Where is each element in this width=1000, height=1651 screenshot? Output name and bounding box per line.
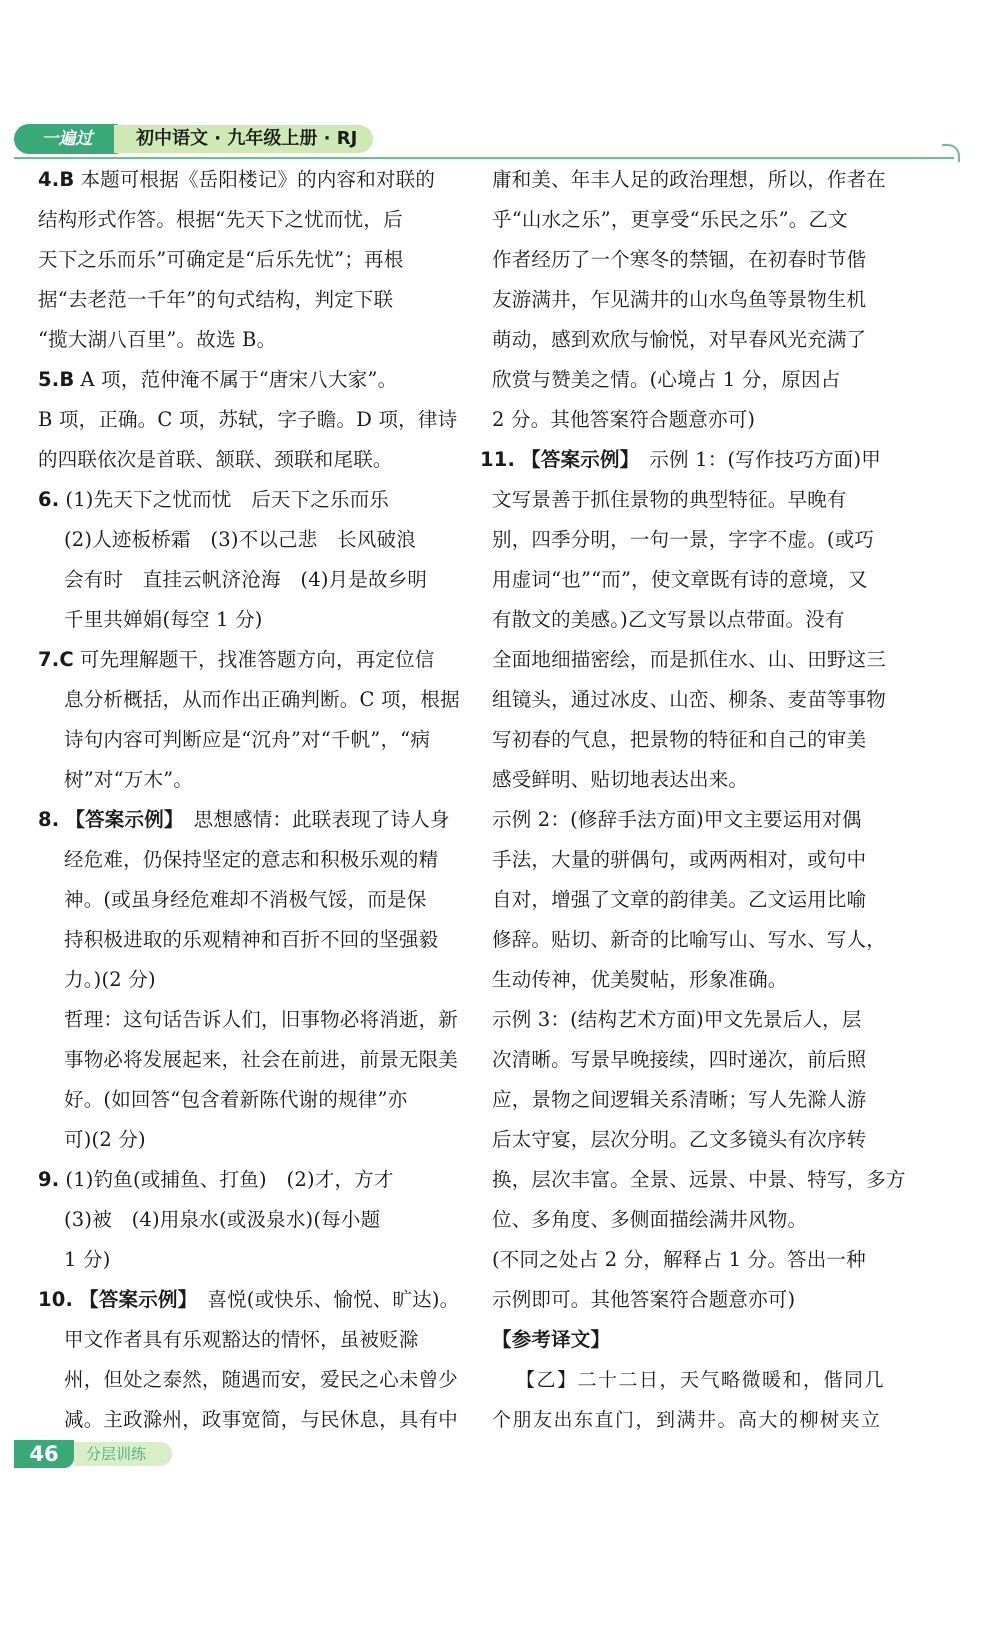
reference-heading: 【参考译文】 xyxy=(492,1328,611,1351)
text-line xyxy=(492,200,912,240)
book-title: 初中语文 · 九年级上册 · RJ xyxy=(114,125,373,153)
question-number: 11. xyxy=(480,448,516,471)
line-text: 手法，大量的骈偶句，或两两相对，或句中 xyxy=(492,848,867,871)
text-line xyxy=(38,320,468,360)
line-text: 州，但处之泰然，随遇而安，爱民之心未曾少 xyxy=(64,1368,459,1391)
line-text: 有散文的美感。)乙文写景以点带面。没有 xyxy=(492,608,845,631)
text-line xyxy=(492,640,912,680)
line-text: 示例 3：(结构艺术方面)甲文先景后人，层 xyxy=(492,1008,862,1031)
line-text: 1 分) xyxy=(64,1248,111,1271)
line-text: 萌动，感到欢欣与愉悦，对早春风光充满了 xyxy=(492,328,867,351)
line-text: (不同之处占 2 分，解释占 1 分。答出一种 xyxy=(492,1248,866,1271)
line-text: 好。(如回答“包含着新陈代谢的规律”亦 xyxy=(64,1088,408,1111)
line-text: 示例 2：(修辞手法方面)甲文主要运用对偶 xyxy=(492,808,862,831)
line-text: 事物必将发展起来，社会在前进，前景无限美 xyxy=(64,1048,459,1071)
line-text: 后太守宴，层次分明。乙文多镜头有次序转 xyxy=(492,1128,867,1151)
text-line xyxy=(492,320,912,360)
line-text: 喜悦(或快乐、愉悦、旷达)。 xyxy=(207,1288,460,1311)
line-text: 甲文作者具有乐观豁达的情怀，虽被贬滁 xyxy=(64,1328,419,1351)
line-text: 作者经历了一个寒冬的禁锢，在初春时节偕 xyxy=(492,248,867,271)
text-line xyxy=(492,920,912,960)
line-text: (2)人迹板桥霜 (3)不以己悲 长风破浪 xyxy=(64,528,416,551)
line-text: 神。(或虽身经危难却不消极气馁，而是保 xyxy=(64,888,427,911)
text-line xyxy=(38,1400,468,1440)
page-number: 46 xyxy=(14,1440,74,1468)
line-text: 会有时 直挂云帆济沧海 (4)月是故乡明 xyxy=(64,568,428,591)
text-line xyxy=(38,1360,468,1400)
line-text: 生动传神，优美熨帖，形象准确。 xyxy=(492,968,788,991)
line-text: 示例 1：(写作技巧方面)甲 xyxy=(649,448,881,471)
text-line xyxy=(38,1080,468,1120)
line-text: 写初春的气息，把景物的特征和自己的审美 xyxy=(492,728,867,751)
line-text: 据“去老范一千年”的句式结构，判定下联 xyxy=(38,288,394,311)
text-line xyxy=(492,1120,912,1160)
text-line xyxy=(492,1200,912,1240)
line-text: 组镜头，通过冰皮、山峦、柳条、麦苗等事物 xyxy=(492,688,887,711)
line-text: 2 分。其他答案符合题意亦可) xyxy=(492,408,756,431)
line-text: 友游满井，乍见满井的山水鸟鱼等景物生机 xyxy=(492,288,867,311)
line-text: 修辞。贴切、新奇的比喻写山、写水、写人， xyxy=(492,928,887,951)
question-number: 6. xyxy=(38,488,60,511)
text-line xyxy=(38,280,468,320)
line-text: 用虚词“也”“而”，使文章既有诗的意境，又 xyxy=(492,568,868,591)
text-line xyxy=(38,1320,468,1360)
text-line xyxy=(492,360,912,400)
line-text: 【乙】二十二日，天气略微暖和，偕同几 xyxy=(516,1369,886,1391)
line-text: 个朋友出东直门，到满井。高大的柳树夹立 xyxy=(492,1409,882,1431)
question-number: 9. xyxy=(38,1168,60,1191)
line-text: 位、多角度、多侧面描绘满井风物。 xyxy=(492,1208,808,1231)
text-line xyxy=(38,600,468,640)
line-text: 感受鲜明、贴切地表达出来。 xyxy=(492,768,749,791)
line-text: 经危难，仍保持坚定的意志和积极乐观的精 xyxy=(64,848,439,871)
text-line xyxy=(492,1160,912,1200)
text-line xyxy=(38,560,468,600)
text-line xyxy=(492,1040,912,1080)
line-text: 应，景物之间逻辑关系清晰；写人先滁人游 xyxy=(492,1088,867,1111)
answer-tag: 【答案示例】 xyxy=(521,448,640,471)
text-line xyxy=(492,1320,912,1360)
line-text: 文写景善于抓住景物的典型特征。早晚有 xyxy=(492,488,847,511)
line-text: 持积极进取的乐观精神和百折不回的坚强毅 xyxy=(64,928,439,951)
text-line xyxy=(492,280,912,320)
line-text: 自对，增强了文章的韵律美。乙文运用比喻 xyxy=(492,888,867,911)
text-line xyxy=(38,960,468,1000)
text-line xyxy=(38,200,468,240)
text-line xyxy=(492,560,912,600)
text-line xyxy=(492,760,912,800)
header-divider xyxy=(14,157,954,159)
text-line xyxy=(38,1160,468,1200)
line-text: (3)被 (4)用泉水(或汲泉水)(每小题 xyxy=(64,1208,381,1231)
text-line xyxy=(492,400,912,440)
text-line xyxy=(38,640,468,680)
text-line xyxy=(492,800,912,840)
text-line xyxy=(492,600,912,640)
page-header xyxy=(14,124,960,160)
page-footer xyxy=(14,1440,234,1470)
line-text: 千里共婵娟(每空 1 分) xyxy=(64,608,263,631)
line-text: 天下之乐而乐”可确定是“后乐先忧”；再根 xyxy=(38,248,404,271)
left-column xyxy=(38,160,468,1440)
line-text: A 项，范仲淹不属于“唐宋八大家”。 xyxy=(80,368,398,391)
text-line xyxy=(492,480,912,520)
line-text: 减。主政滁州，政事宽简，与民休息，具有中 xyxy=(64,1408,459,1431)
line-text: 息分析概括，从而作出正确判断。C 项，根据 xyxy=(64,688,460,711)
text-line xyxy=(38,400,468,440)
text-line xyxy=(492,520,912,560)
line-text: 思想感情：此联表现了诗人身 xyxy=(193,808,450,831)
text-line xyxy=(38,520,468,560)
line-text: 诗句内容可判断应是“沉舟”对“千帆”，“病 xyxy=(64,728,431,751)
line-text: (1)钓鱼(或捕鱼、打鱼) (2)才，方才 xyxy=(65,1168,394,1191)
text-line xyxy=(492,160,912,200)
text-line xyxy=(38,360,468,400)
text-line xyxy=(38,720,468,760)
header-corner xyxy=(942,144,960,162)
text-line xyxy=(492,840,912,880)
line-text: 可)(2 分) xyxy=(64,1128,146,1151)
line-text: 哲理：这句话告诉人们，旧事物必将消逝，新 xyxy=(64,1008,459,1031)
text-line xyxy=(480,440,912,480)
line-text: 欣赏与赞美之情。(心境占 1 分，原因占 xyxy=(492,368,841,391)
text-line xyxy=(492,1240,912,1280)
text-line xyxy=(38,760,468,800)
line-text: 可先理解题干，找准答题方向，再定位信 xyxy=(79,648,435,671)
text-line xyxy=(492,1400,912,1440)
text-line xyxy=(38,1040,468,1080)
text-line xyxy=(38,1240,468,1280)
text-line xyxy=(492,880,912,920)
text-line xyxy=(38,480,468,520)
text-line xyxy=(492,1280,912,1320)
line-text: 次清晰。写景早晚接续，四时递次，前后照 xyxy=(492,1048,867,1071)
text-line xyxy=(38,1200,468,1240)
text-line xyxy=(38,680,468,720)
right-column xyxy=(480,160,912,1440)
question-number: 4.B xyxy=(38,168,75,191)
line-text: 的四联依次是首联、颔联、颈联和尾联。 xyxy=(38,448,393,471)
text-line xyxy=(38,160,468,200)
line-text: 全面地细描密绘，而是抓住水、山、田野这三 xyxy=(492,648,887,671)
text-line xyxy=(38,1280,468,1320)
text-line xyxy=(38,1120,468,1160)
line-text: 示例即可。其他答案符合题意亦可) xyxy=(492,1288,796,1311)
question-number: 10. xyxy=(38,1288,74,1311)
text-line xyxy=(492,680,912,720)
text-line xyxy=(38,800,468,840)
line-text: 乎“山水之乐”，更享受“乐民之乐”。乙文 xyxy=(492,208,848,231)
text-line xyxy=(38,920,468,960)
line-text: 换，层次丰富。全景、远景、中景、特写，多方 xyxy=(492,1168,906,1191)
line-text: 树”对“万木”。 xyxy=(64,768,194,791)
text-line xyxy=(492,720,912,760)
line-text: 结构形式作答。根据“先天下之忧而忧，后 xyxy=(38,208,403,231)
text-line xyxy=(492,960,912,1000)
line-text: B 项，正确。C 项，苏轼，字子瞻。D 项，律诗 xyxy=(38,408,458,431)
question-number: 7.C xyxy=(38,648,74,671)
text-line xyxy=(492,1360,912,1400)
answer-tag: 【答案示例】 xyxy=(65,808,184,831)
line-text: (1)先天下之忧而忧 后天下之乐而乐 xyxy=(65,488,390,511)
line-text: 庸和美、年丰人足的政治理想，所以，作者在 xyxy=(492,168,887,191)
section-label: 分层训练 xyxy=(74,1442,172,1466)
text-line xyxy=(492,240,912,280)
answer-tag: 【答案示例】 xyxy=(79,1288,198,1311)
text-line xyxy=(38,1000,468,1040)
text-line xyxy=(38,440,468,480)
text-line xyxy=(492,1080,912,1120)
text-line xyxy=(38,880,468,920)
text-line xyxy=(38,840,468,880)
text-line xyxy=(492,1000,912,1040)
line-text: 别，四季分明，一句一景，字字不虚。(或巧 xyxy=(492,528,875,551)
line-text: “揽大湖八百里”。故选 B。 xyxy=(38,328,277,351)
brand-logo: 一遍过 xyxy=(14,124,120,154)
text-line xyxy=(38,240,468,280)
question-number: 8. xyxy=(38,808,60,831)
line-text: 本题可根据《岳阳楼记》的内容和对联的 xyxy=(80,168,436,191)
line-text: 力。)(2 分) xyxy=(64,968,156,991)
question-number: 5.B xyxy=(38,368,75,391)
